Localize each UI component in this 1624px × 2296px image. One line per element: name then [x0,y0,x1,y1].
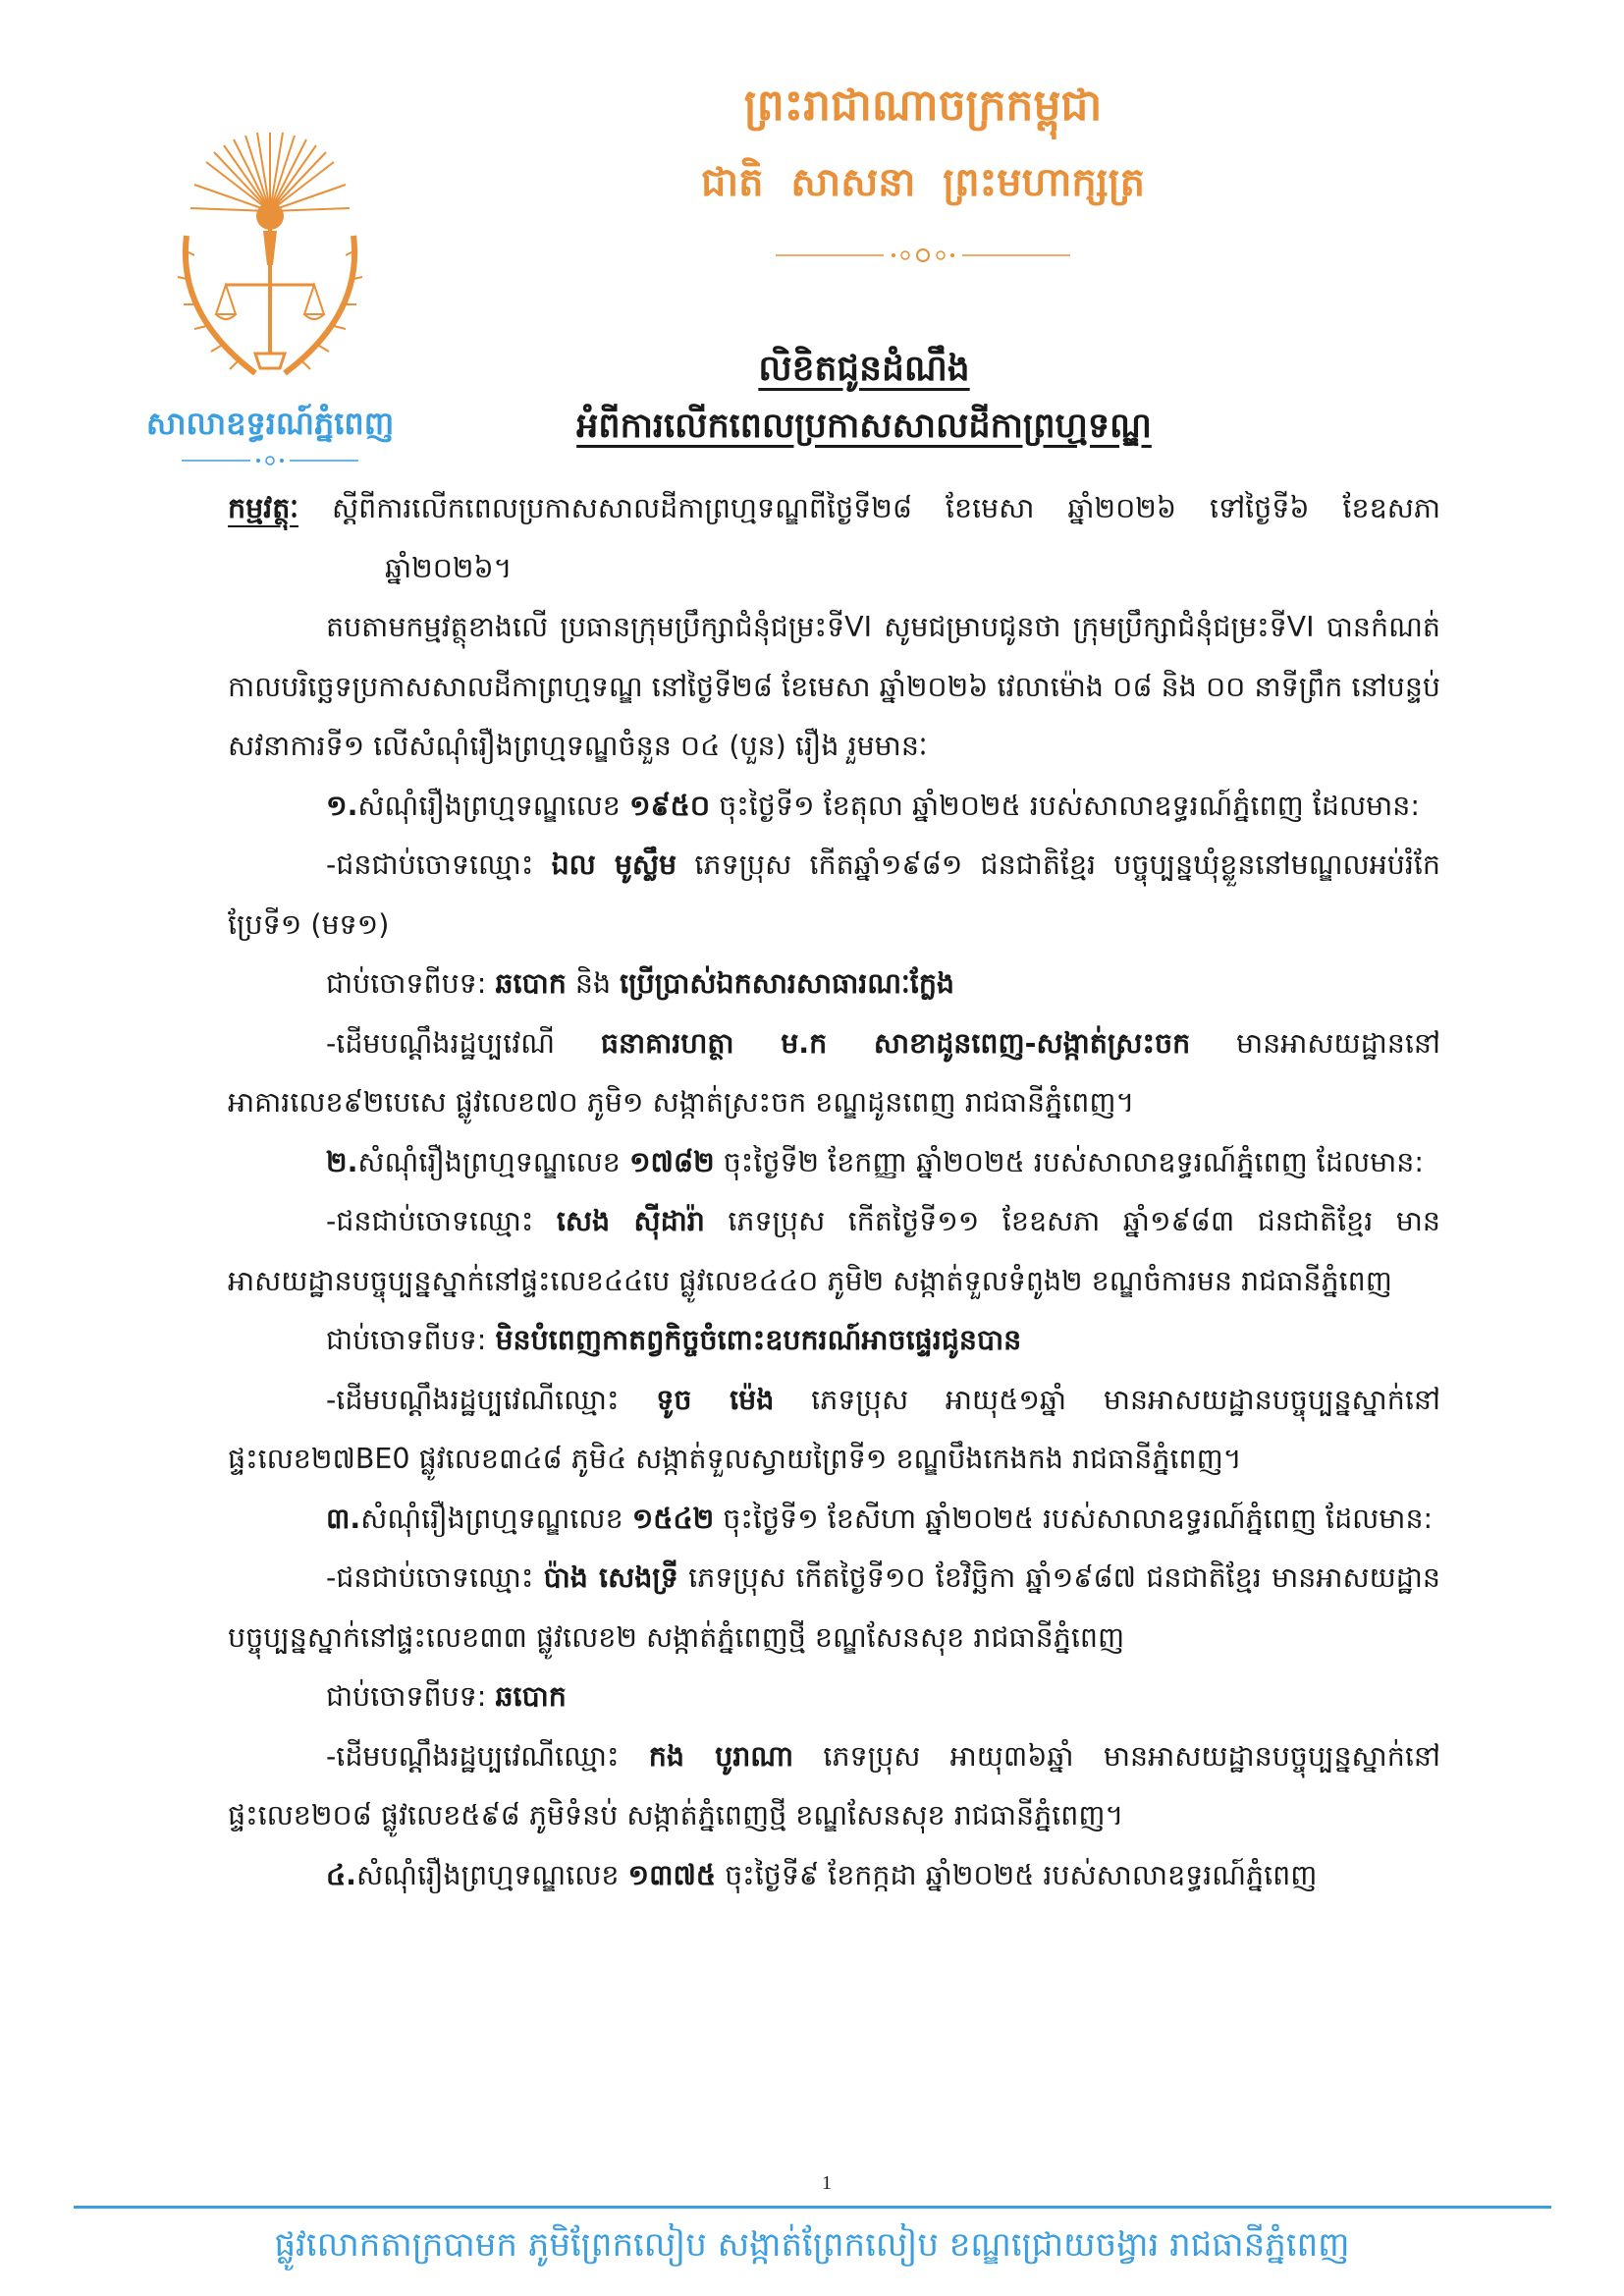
civil-party-line: -ដើមបណ្តឹងរដ្ឋប្បវេណីឈ្មោះ ទូច ម៉េង ភេទប្រុស អាយុ៥១ឆ្នាំ មានអាសយដ្ឋានបច្ចុប្បន្នស្នាក់នៅផ្ទះលេខ២៧BE0 ផ្លូវលេខ៣៤៨ ភូមិ៤ សង្កាត់ទួលស្វាយព្រៃទី១ ខណ្ឌបឹងកេងកង រាជធានីភ្នំពេញ។ [228,1383,1440,1475]
charge-line: ជាប់ចោទពីបទ: ឆបោក និង ប្រើប្រាស់ឯកសារសាធារណៈក្លែង [326,967,954,1000]
court-ornament-icon [182,454,358,467]
charge-line: ជាប់ចោទពីបទ: ឆបោក [326,1680,567,1713]
document-title: លិខិតជូនដំណឹង [758,349,970,389]
document-subtitle: អំពីការលើកពេលប្រកាសសាលដីកាព្រហ្មទណ្ឌ [576,407,1152,446]
intro-paragraph: តបតាមកម្មវត្ថុខាងលើ ប្រធានក្រុមប្រឹក្សាជំនុំជម្រះទីVI សូមជម្រាបជូនថា ក្រុមប្រឹក្សាជំនុំជម្រះទីVI បានកំណត់កាលបរិច្ឆេទប្រកាសសាលដីកាព្រហ្មទណ្ឌ នៅថ្ងៃទី២៨ ខែមេសា ឆ្នាំ២០២៦ វេលាម៉ោង ០៨ និង ០០ នាទីព្រឹក នៅបន្ទប់សវនាការទី១ លើសំណុំរឿងព្រហ្មទណ្ឌចំនួន ០៤ (បួន) រឿង រួមមានៈ [228,611,1440,762]
accused-line: -ជនជាប់ចោទឈ្មោះ ប៉ាង សេងទ្រី ភេទប្រុស កើតថ្ងៃទី១០ ខែវិច្ឆិកា ឆ្នាំ១៩៨៧ ជនជាតិខ្មែរ មានអាសយដ្ឋានបច្ចុប្បន្នស្នាក់នៅផ្ទះលេខ៣៣ ផ្លូវលេខ២ សង្កាត់ភ្នំពេញថ្មី ខណ្ឌសែនសុខ រាជធានីភ្នំពេញ [228,1561,1440,1654]
case-heading: ៣.សំណុំរឿងព្រហ្មទណ្ឌលេខ ១៥៤២ ចុះថ្ងៃទី១ ខែសីហា ឆ្នាំ២០២៥ របស់សាលាឧទ្ធរណ៍ភ្នំពេញ ដែលមាន: [326,1502,1434,1535]
subject-label: កម្មវត្ថុៈ [228,492,299,524]
case-heading: ៤.សំណុំរឿងព្រហ្មទណ្ឌលេខ ១៣៧៥ ចុះថ្ងៃទី៩ ខែកក្កដា ឆ្នាំ២០២៥ របស់សាលាឧទ្ធរណ៍ភ្នំពេញ [326,1858,1318,1891]
footer-divider [74,2206,1551,2209]
subject-text: ស្តីពីការលើកពេលប្រកាសសាលដីកាព្រហ្មទណ្ឌពីថ្ងៃទី២៨ ខែមេសា ឆ្នាំ២០២៦ ទៅថ្ងៃទី៦ ខែឧសភា ឆ្នាំ២០២៦។ [331,492,1440,584]
accused-line: -ជនជាប់ចោទឈ្មោះ សេង ស៊ីដារ៉ា ភេទប្រុស កើតថ្ងៃទី១១ ខែឧសភា ឆ្នាំ១៩៨៣ ជនជាតិខ្មែរ មានអាសយដ្ឋានបច្ចុប្បន្នស្នាក់នៅផ្ទះលេខ៤៤បេ ផ្លូវលេខ៤៤០ ភូមិ២ សង្កាត់ទួលទំពូង២ ខណ្ឌចំការមន រាជធានីភ្នំពេញ [228,1205,1440,1297]
case-heading: ២.សំណុំរឿងព្រហ្មទណ្ឌលេខ ១៧៨២ ចុះថ្ងៃទី២ ខែកញ្ញា ឆ្នាំ២០២៥ របស់សាលាឧទ្ធរណ៍ភ្នំពេញ ដែលមាន: [326,1145,1424,1178]
national-motto: ជាតិ សាសនា ព្រះមហាក្សត្រ [701,160,1145,205]
subject-line [228,479,1440,598]
motto-ornament-icon [776,247,1070,263]
case-heading: ១.សំណុំរឿងព្រហ្មទណ្ឌលេខ ១៩៥០ ចុះថ្ងៃទី១ ខែតុលា ឆ្នាំ២០២៥ របស់សាលាឧទ្ធរណ៍ភ្នំពេញ ដែលមាន: [326,789,1420,822]
court-name: សាលាឧទ្ធរណ៍ភ្នំពេញ [145,405,395,442]
civil-party-line: -ដើមបណ្តឹងរដ្ឋប្បវេណី ធនាគារហត្ថា ម.ក សាខាដូនពេញ-សង្កាត់ស្រះចក មានអាសយដ្ឋាននៅអាគារលេខ៩២បេសេ ផ្លូវលេខ៧០ ភូមិ១ សង្កាត់ស្រះចក ខណ្ឌដូនពេញ រាជធានីភ្នំពេញ។ [228,1026,1441,1119]
kingdom-heading: ព្រះរាជាណាចក្រកម្ពុជា [743,81,1103,131]
footer-address: ផ្លូវលោកតាក្របាមក ភូមិព្រែកលៀប សង្កាត់ព្រែកលៀប ខណ្ឌជ្រោយចង្វារ រាជធានីភ្នំពេញ [274,2225,1350,2265]
court-emblem-icon [147,118,393,403]
page-number: 1 [822,2172,832,2194]
case-block [228,1133,1440,1490]
cases-list [228,777,1440,1846]
charge-line: ជាប់ចោទពីបទ: មិនបំពេញកាតព្វកិច្ចចំពោះឧបករណ៍អាចផ្ទេរជូនបាន [326,1324,1022,1356]
accused-line: -ជនជាប់ចោទឈ្មោះ ឯល មូស្លឹម ភេទប្រុស កើតឆ្នាំ១៩៨១ ជនជាតិខ្មែរ បច្ចុប្បន្នឃុំខ្លួននៅមណ្ឌលអប់រំកែប្រែទី១ (មទ១) [228,848,1441,941]
case-block [228,777,1440,1133]
case-block [228,1490,1440,1846]
letter-body [228,479,1440,1905]
civil-party-line: -ដើមបណ្តឹងរដ្ឋប្បវេណីឈ្មោះ កង បូរាណា ភេទប្រុស អាយុ៣៦ឆ្នាំ មានអាសយដ្ឋានបច្ចុប្បន្នស្នាក់នៅផ្ទះលេខ២០៨ ផ្លូវលេខ៥៩៨ ភូមិទំនប់ សង្កាត់ភ្នំពេញថ្មី ខណ្ឌសែនសុខ រាជធានីភ្នំពេញ។ [228,1739,1441,1831]
